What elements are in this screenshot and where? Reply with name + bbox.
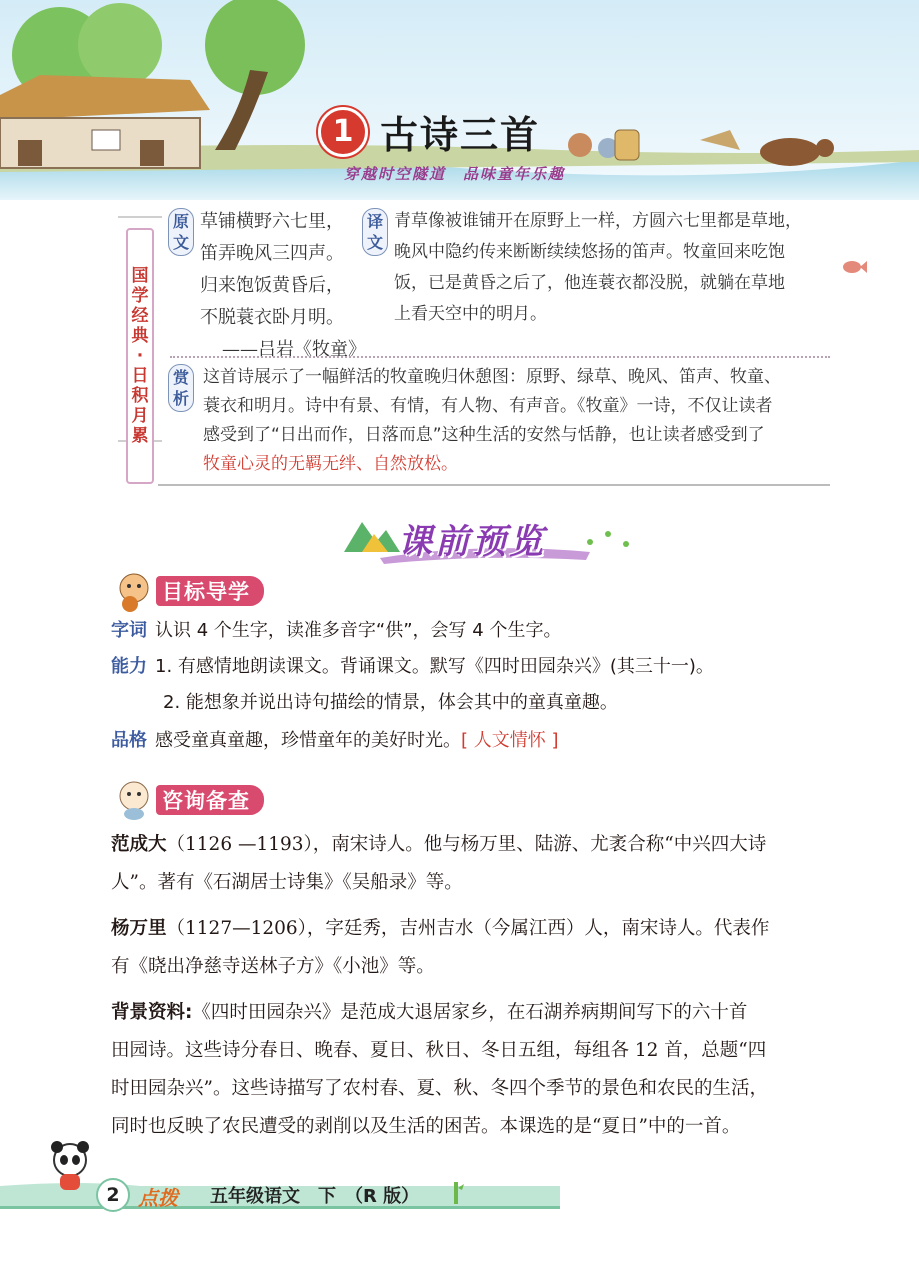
- appreciation-line: 感受到了“日出而作，日落而息”这种生活的安然与恬静，也让读者感受到了: [203, 425, 765, 445]
- goal-text: 1. 有感情地朗读课文。背诵课文。默写《四时田园杂兴》(其三十一)。: [155, 656, 714, 677]
- tag-char: 文: [172, 233, 189, 252]
- brand-logo: 点拨: [138, 1186, 178, 1210]
- page-footer: [0, 1176, 919, 1212]
- side-label-char: 积: [131, 386, 149, 406]
- side-label-char: 国: [131, 266, 149, 286]
- tag-char: 译: [366, 212, 383, 231]
- translation-tag: [362, 208, 388, 256]
- side-label-char: ·: [136, 346, 144, 366]
- goal-row-ability: [111, 652, 714, 682]
- reference-entry-yang: [111, 910, 831, 986]
- lesson-title: [318, 104, 540, 159]
- translation-line: 晚风中隐约传来断断续续悠扬的笛声。牧童回来吃饱: [394, 242, 785, 262]
- lesson-subtitle: 穿越时空隧道 品味童年乐趣: [344, 165, 566, 183]
- tag-char: 析: [172, 389, 189, 408]
- goal-key: 能力: [111, 656, 147, 677]
- thatched-house-icon: [0, 75, 210, 168]
- reference-heading: [112, 778, 264, 822]
- goal-key: 字词: [111, 620, 147, 641]
- translation-text: [394, 206, 814, 330]
- poem-line: 草铺横野六七里，: [200, 211, 344, 232]
- book-title: 五年级语文 下 （R 版）: [210, 1186, 420, 1207]
- lesson-number-badge: 1: [318, 107, 368, 157]
- reference-title: 咨询备查: [156, 785, 264, 815]
- tag-char: 赏: [172, 368, 189, 387]
- goals-heading: [112, 570, 264, 612]
- poem-line: 笛弄晚风三四声。: [200, 243, 344, 264]
- preview-title: 课前预览: [398, 522, 546, 562]
- poem-line: 不脱蓑衣卧月明。: [200, 307, 344, 328]
- side-label-char: 经: [131, 306, 149, 326]
- goal-row-words: [111, 616, 561, 646]
- dotted-divider: [170, 356, 830, 358]
- poem-author: ——吕岩《牧童》: [222, 339, 366, 360]
- bamboo-icon: [446, 1180, 466, 1206]
- entry-line: 同时也反映了农民遭受的剥削以及生活的困苦。本课选的是“夏日”中的一首。: [111, 1116, 741, 1137]
- goal-key: 品格: [111, 730, 147, 751]
- side-label-guoxue: [126, 228, 154, 484]
- appreciation-highlight: 牧童心灵的无羁无绊、自然放松。: [203, 454, 458, 474]
- entry-line: （1126 —1193），南宋诗人。他与杨万里、陆游、尤袤合称“中兴四大诗: [166, 834, 767, 855]
- entry-line: 田园诗。这些诗分春日、晚春、夏日、秋日、冬日五组，每组各 12 首，总题“四: [111, 1040, 767, 1061]
- appreciation-tag: [168, 364, 194, 412]
- page-number: 2: [96, 1178, 130, 1212]
- goal-text: 认识 4 个生字，读准多音字“供”，会写 4 个生字。: [155, 620, 562, 641]
- lesson-name: 古诗三首: [380, 112, 541, 157]
- divider: [118, 216, 162, 218]
- entry-line: 时田园杂兴”。这些诗描写了农村春、夏、秋、冬四个季节的景色和农民的生活，: [111, 1078, 768, 1099]
- reference-entry-fan: [111, 826, 831, 902]
- side-label-char: 累: [131, 426, 149, 446]
- goal-text: 感受童真童趣，珍惜童年的美好时光。: [155, 730, 461, 751]
- panda-mascot-icon: [48, 1140, 92, 1192]
- translation-line: 青草像被谁铺开在原野上一样，方圆六七里都是草地，: [394, 211, 802, 231]
- side-label-char: 学: [131, 286, 149, 306]
- entry-name: 范成大: [111, 834, 167, 855]
- tag-char: 原: [172, 212, 189, 231]
- appreciation-line: 这首诗展示了一幅鲜活的牧童晚归休憩图：原野、绿草、晚风、笛声、牧童、: [203, 367, 781, 387]
- appreciation-line: 蓑衣和明月。诗中有景、有情，有人物、有声音。《牧童》一诗，不仅让读者: [203, 396, 773, 416]
- box-bottom-rule: [158, 484, 830, 486]
- entry-name: 杨万里: [111, 918, 167, 939]
- reference-entry-background: [111, 994, 831, 1146]
- goal-tag: [ 人文情怀 ]: [461, 730, 559, 751]
- entry-line: 人”。著有《石湖居士诗集》《吴船录》等。: [111, 872, 463, 893]
- side-label-char: 日: [131, 366, 149, 386]
- fish-icon: [840, 256, 868, 278]
- poem-line: 归来饱饭黄昏后，: [200, 275, 344, 296]
- goals-title: 目标导学: [156, 576, 264, 606]
- goal-text: 2. 能想象并说出诗句描绘的情景，体会其中的童真童趣。: [163, 692, 618, 713]
- side-label-char: 月: [131, 406, 149, 426]
- entry-line: （1127—1206），字廷秀，吉州吉水（今属江西）人，南宋诗人。代表作: [166, 918, 770, 939]
- goal-row-character: [111, 726, 559, 756]
- translation-line: 饭，已是黄昏之后了，他连蓑衣都没脱，就躺在草地: [394, 273, 785, 293]
- cat-mascot-icon: [112, 570, 156, 612]
- goal-row-ability-2: [163, 688, 618, 718]
- translation-line: 上看天空中的明月。: [394, 304, 547, 324]
- dog-mascot-icon: [112, 778, 156, 822]
- tag-char: 文: [366, 233, 383, 252]
- entry-line: 有《晓出净慈寺送林子方》《小池》等。: [111, 956, 435, 977]
- poem-text: [200, 206, 366, 366]
- entry-line: 《四时田园杂兴》是范成大退居家乡，在石湖养病期间写下的六十首: [192, 1002, 748, 1023]
- side-label-char: 典: [131, 326, 149, 346]
- entry-name: 背景资料:: [111, 1002, 193, 1023]
- appreciation-text: [203, 363, 821, 479]
- preview-section-heading: [340, 508, 640, 564]
- original-text-tag: [168, 208, 194, 256]
